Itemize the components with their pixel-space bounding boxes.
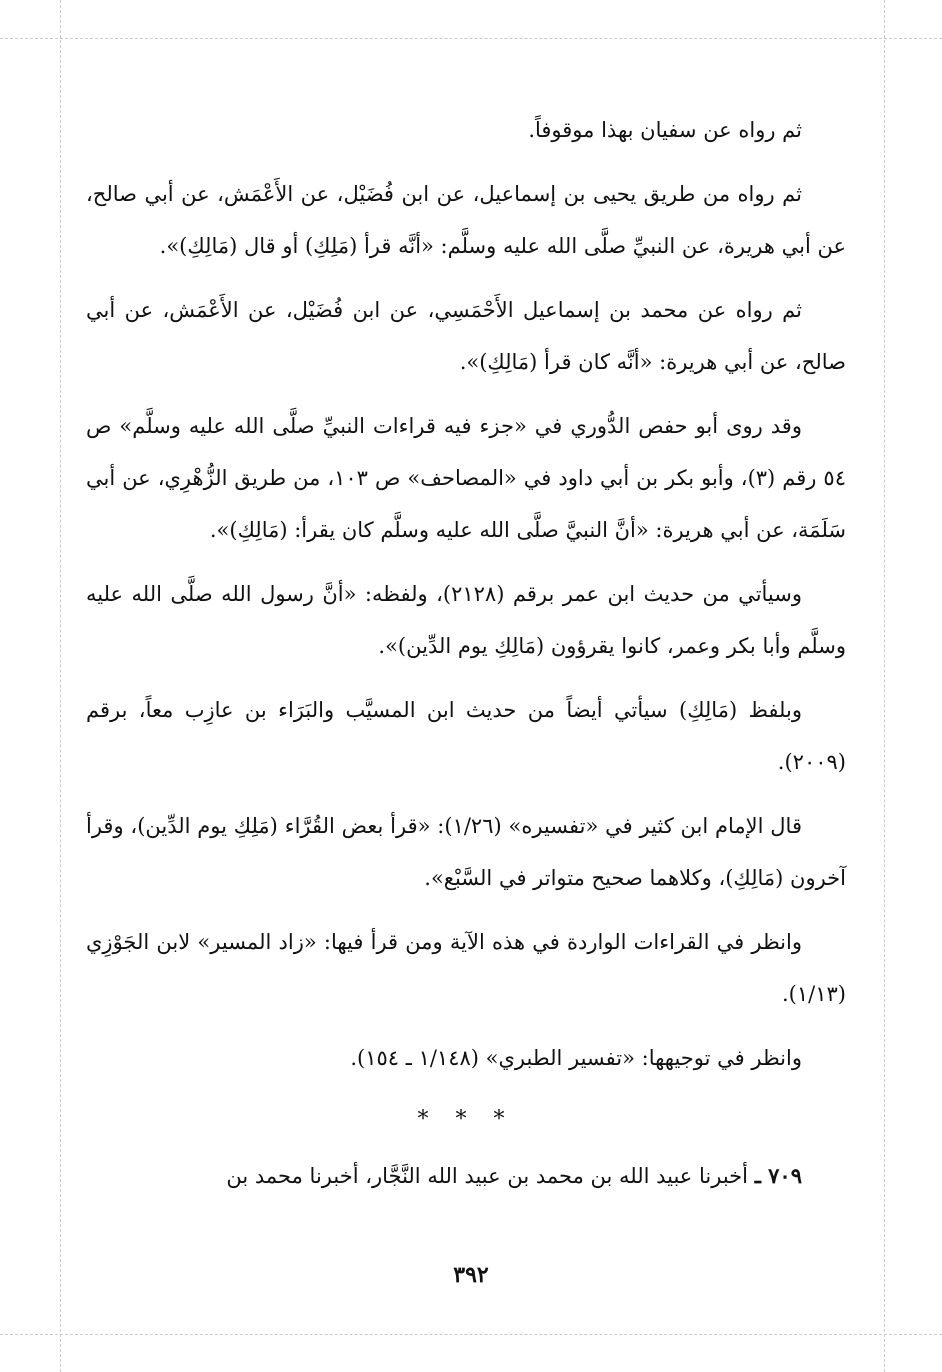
paragraph-4: وقد روى أبو حفص الدُّوري في «جزء فيه قراءات النبيِّ صلَّى الله عليه وسلَّم» ص ٥٤ رقم (٣)، وأبو بكر بن أبي داود في «المصاحف» ص ١٠٣، من طريق الزُّهْرِي، عن أبي سَلَمَة، عن أبي هريرة: «أنَّ النبيَّ صلَّى الله عليه وسلَّم كان يقرأ: (مَالِكِ)». xyxy=(86,414,846,542)
paragraph-7: قال الإمام ابن كثير في «تفسيره» (١/٢٦): «قرأ بعض القُرَّاء (مَلِكِ يوم الدِّين)، وقرأ آخرون (مَالِكِ)، وكلاهما صحيح متواتر في السَّبْع». xyxy=(86,814,846,890)
paragraph-6: وبلفظ (مَالِكِ) سيأتي أيضاً من حديث ابن المسيَّب والبَرَاء بن عازِب معاً، برقم (٢٠٠٩). xyxy=(86,698,846,774)
page-body xyxy=(86,104,846,1202)
paragraph-8: وانظر في القراءات الواردة في هذه الآية ومن قرأ فيها: «زاد المسير» لابن الجَوْزِي (١/١٣). xyxy=(86,930,846,1006)
paragraph-1: ثم رواه عن سفيان بهذا موقوفاً. xyxy=(528,118,802,142)
paragraph-9: وانظر في توجيهها: «تفسير الطبري» (١/١٤٨ ـ ١٥٤). xyxy=(350,1046,802,1070)
left-guide-line xyxy=(60,0,61,1372)
section-separator: * * * xyxy=(417,1107,515,1132)
top-guide-line xyxy=(0,38,942,39)
paragraph-3: ثم رواه عن محمد بن إسماعيل الأَحْمَسِي، عن ابن فُضَيْل، عن الأَعْمَش، عن أبي صالح، عن أبي هريرة: «أنَّه كان قرأ (مَالِكِ)». xyxy=(86,298,846,374)
right-guide-line xyxy=(884,0,885,1372)
hadith-entry xyxy=(86,1150,846,1202)
paragraph-5: وسيأتي من حديث ابن عمر برقم (٢١٢٨)، ولفظه: «أنَّ رسول الله صلَّى الله عليه وسلَّم وأبا بكر وعمر، كانوا يقرؤون (مَالِكِ يوم الدِّين)». xyxy=(86,582,846,658)
hadith-number: ٧٠٩ ـ xyxy=(754,1163,802,1188)
paragraph-2: ثم رواه من طريق يحيى بن إسماعيل، عن ابن فُضَيْل، عن الأَعْمَش، عن أبي صالح، عن أبي هريرة، عن النبيِّ صلَّى الله عليه وسلَّم: «أنَّه قرأ (مَلِكِ) أو قال (مَالِكِ)». xyxy=(86,182,846,258)
page-number: ٣٩٢ xyxy=(453,1262,489,1288)
hadith-text: أخبرنا عبيد الله بن محمد بن عبيد الله النَّجَّار، أخبرنا محمد بن xyxy=(226,1164,748,1188)
bottom-guide-line xyxy=(0,1334,942,1335)
